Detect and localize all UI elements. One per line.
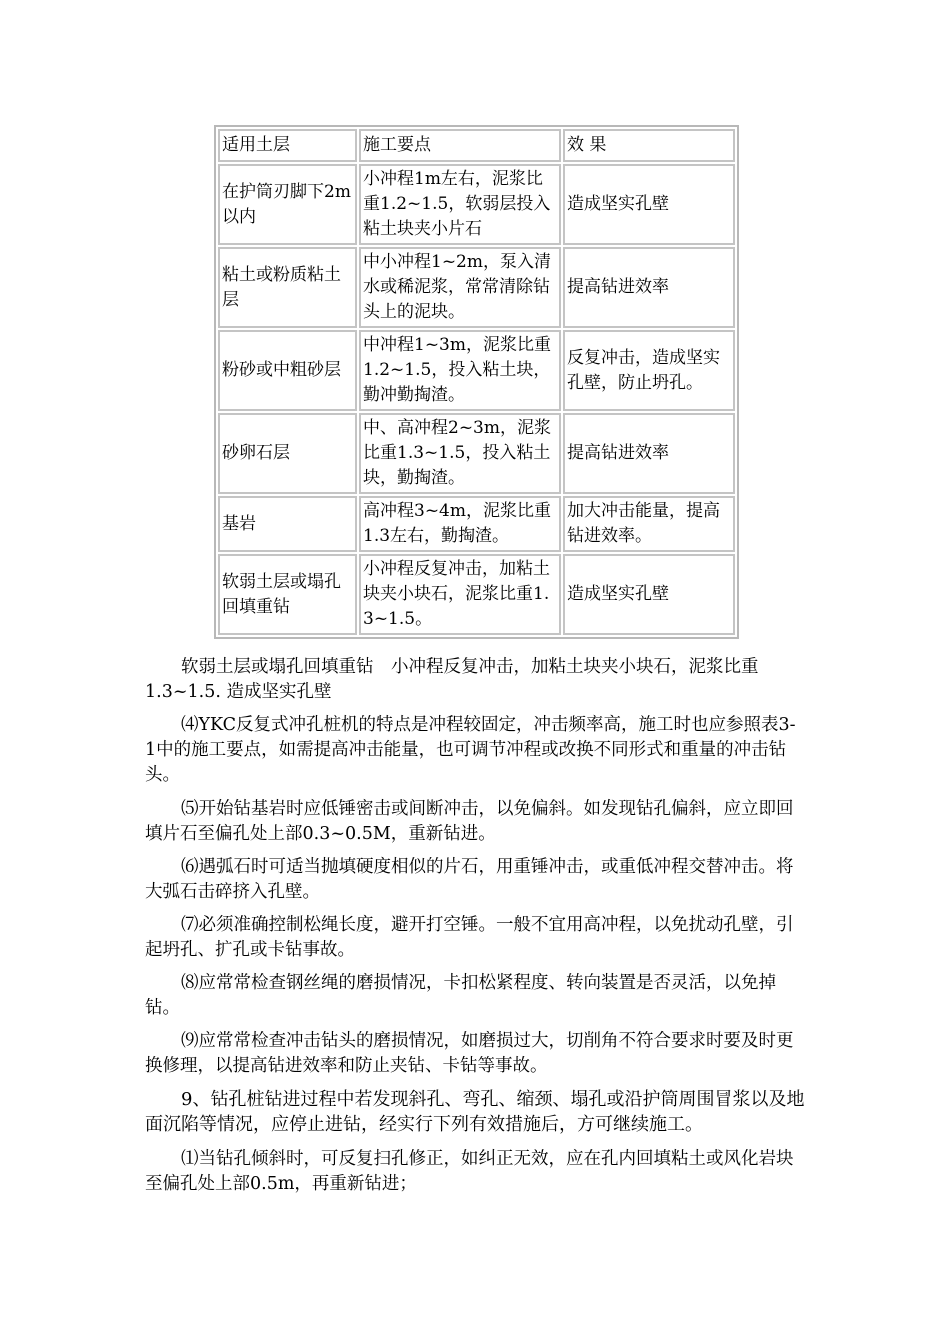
table-header-row	[218, 129, 735, 162]
table-cell: 中、高冲程2~3m，泥浆比重1.3~1.5，投入粘土块，勤掏渣。	[359, 413, 561, 494]
table-row	[218, 496, 735, 552]
section-paragraph: 9、钻孔桩钻进过程中若发现斜孔、弯孔、缩颈、塌孔或沿护筒周围冒浆以及地面沉陷等情况，应停止进钻，经实行下列有效措施后，方可继续施工。	[145, 1089, 805, 1135]
table-cell: 小冲程1m左右，泥浆比重1.2~1.5，软弱层投入粘土块夹小片石	[359, 164, 561, 245]
table-cell: 中小冲程1~2m，泵入清水或稀泥浆，常常清除钻头上的泥块。	[359, 247, 561, 328]
table-cell: 在护筒刃脚下2m以内	[218, 164, 357, 245]
table-row	[218, 554, 735, 635]
table-cell: 反复冲击，造成坚实孔壁，防止坍孔。	[563, 330, 735, 411]
body-paragraph: ⑼应常常检查冲击钻头的磨损情况，如磨损过大，切削角不符合要求时要及时更换修理，以提高钻进效率和防止夹钻、卡钻等事故。	[145, 1031, 794, 1076]
table-cell: 造成坚实孔壁	[563, 554, 735, 635]
body-paragraph: ⑷YKC反复式冲孔桩机的特点是冲程较固定，冲击频率高，施工时也应参照表3-1中的施工要点，如需提高冲击能量，也可调节冲程或改换不同形式和重量的冲击钻头。	[145, 715, 796, 785]
table-cell: 基岩	[218, 496, 357, 552]
construction-points-table	[214, 125, 739, 639]
body-paragraph: ⑹遇弧石时可适当抛填硬度相似的片石，用重锤冲击，或重低冲程交替冲击。将大弧石击碎挤入孔壁。	[145, 857, 794, 902]
table-cell: 中冲程1~3m，泥浆比重1.2~1.5，投入粘土块，勤冲勤掏渣。	[359, 330, 561, 411]
table-cell: 提高钻进效率	[563, 247, 735, 328]
table-cell: 粉砂或中粗砂层	[218, 330, 357, 411]
body-paragraph: ⑴当钻孔倾斜时，可反复扫孔修正，如纠正无效，应在孔内回填粘土或风化岩块至偏孔处上部0.5m，再重新钻进；	[145, 1149, 794, 1194]
body-paragraph: 软弱土层或塌孔回填重钻 小冲程反复冲击，加粘土块夹小块石，泥浆比重1.3~1.5. 造成坚实孔壁	[145, 657, 759, 702]
table-cell: 粘土或粉质粘土层	[218, 247, 357, 328]
table-row	[218, 413, 735, 494]
table-row	[218, 164, 735, 245]
table-cell: 软弱土层或塌孔回填重钻	[218, 554, 357, 635]
table-cell: 造成坚实孔壁	[563, 164, 735, 245]
body-paragraph: ⑸开始钻基岩时应低锤密击或间断冲击，以免偏斜。如发现钻孔偏斜，应立即回填片石至偏孔处上部0.3~0.5M，重新钻进。	[145, 799, 794, 844]
table-cell: 小冲程反复冲击，加粘土块夹小块石，泥浆比重1.3~1.5。	[359, 554, 561, 635]
table-cell: 加大冲击能量，提高钻进效率。	[563, 496, 735, 552]
body-paragraph: ⑺必须准确控制松绳长度，避开打空锤。一般不宜用高冲程，以免扰动孔壁，引起坍孔、扩孔或卡钻事故。	[145, 915, 794, 960]
table-cell: 高冲程3~4m，泥浆比重1.3左右，勤掏渣。	[359, 496, 561, 552]
table-row	[218, 247, 735, 328]
table-row	[218, 330, 735, 411]
table-cell: 提高钻进效率	[563, 413, 735, 494]
header-cell: 效 果	[563, 129, 735, 162]
body-paragraph: ⑻应常常检查钢丝绳的磨损情况，卡扣松紧程度、转向装置是否灵活，以免掉钻。	[145, 973, 776, 1018]
table-cell: 砂卵石层	[218, 413, 357, 494]
header-cell: 适用土层	[218, 129, 357, 162]
header-cell: 施工要点	[359, 129, 561, 162]
